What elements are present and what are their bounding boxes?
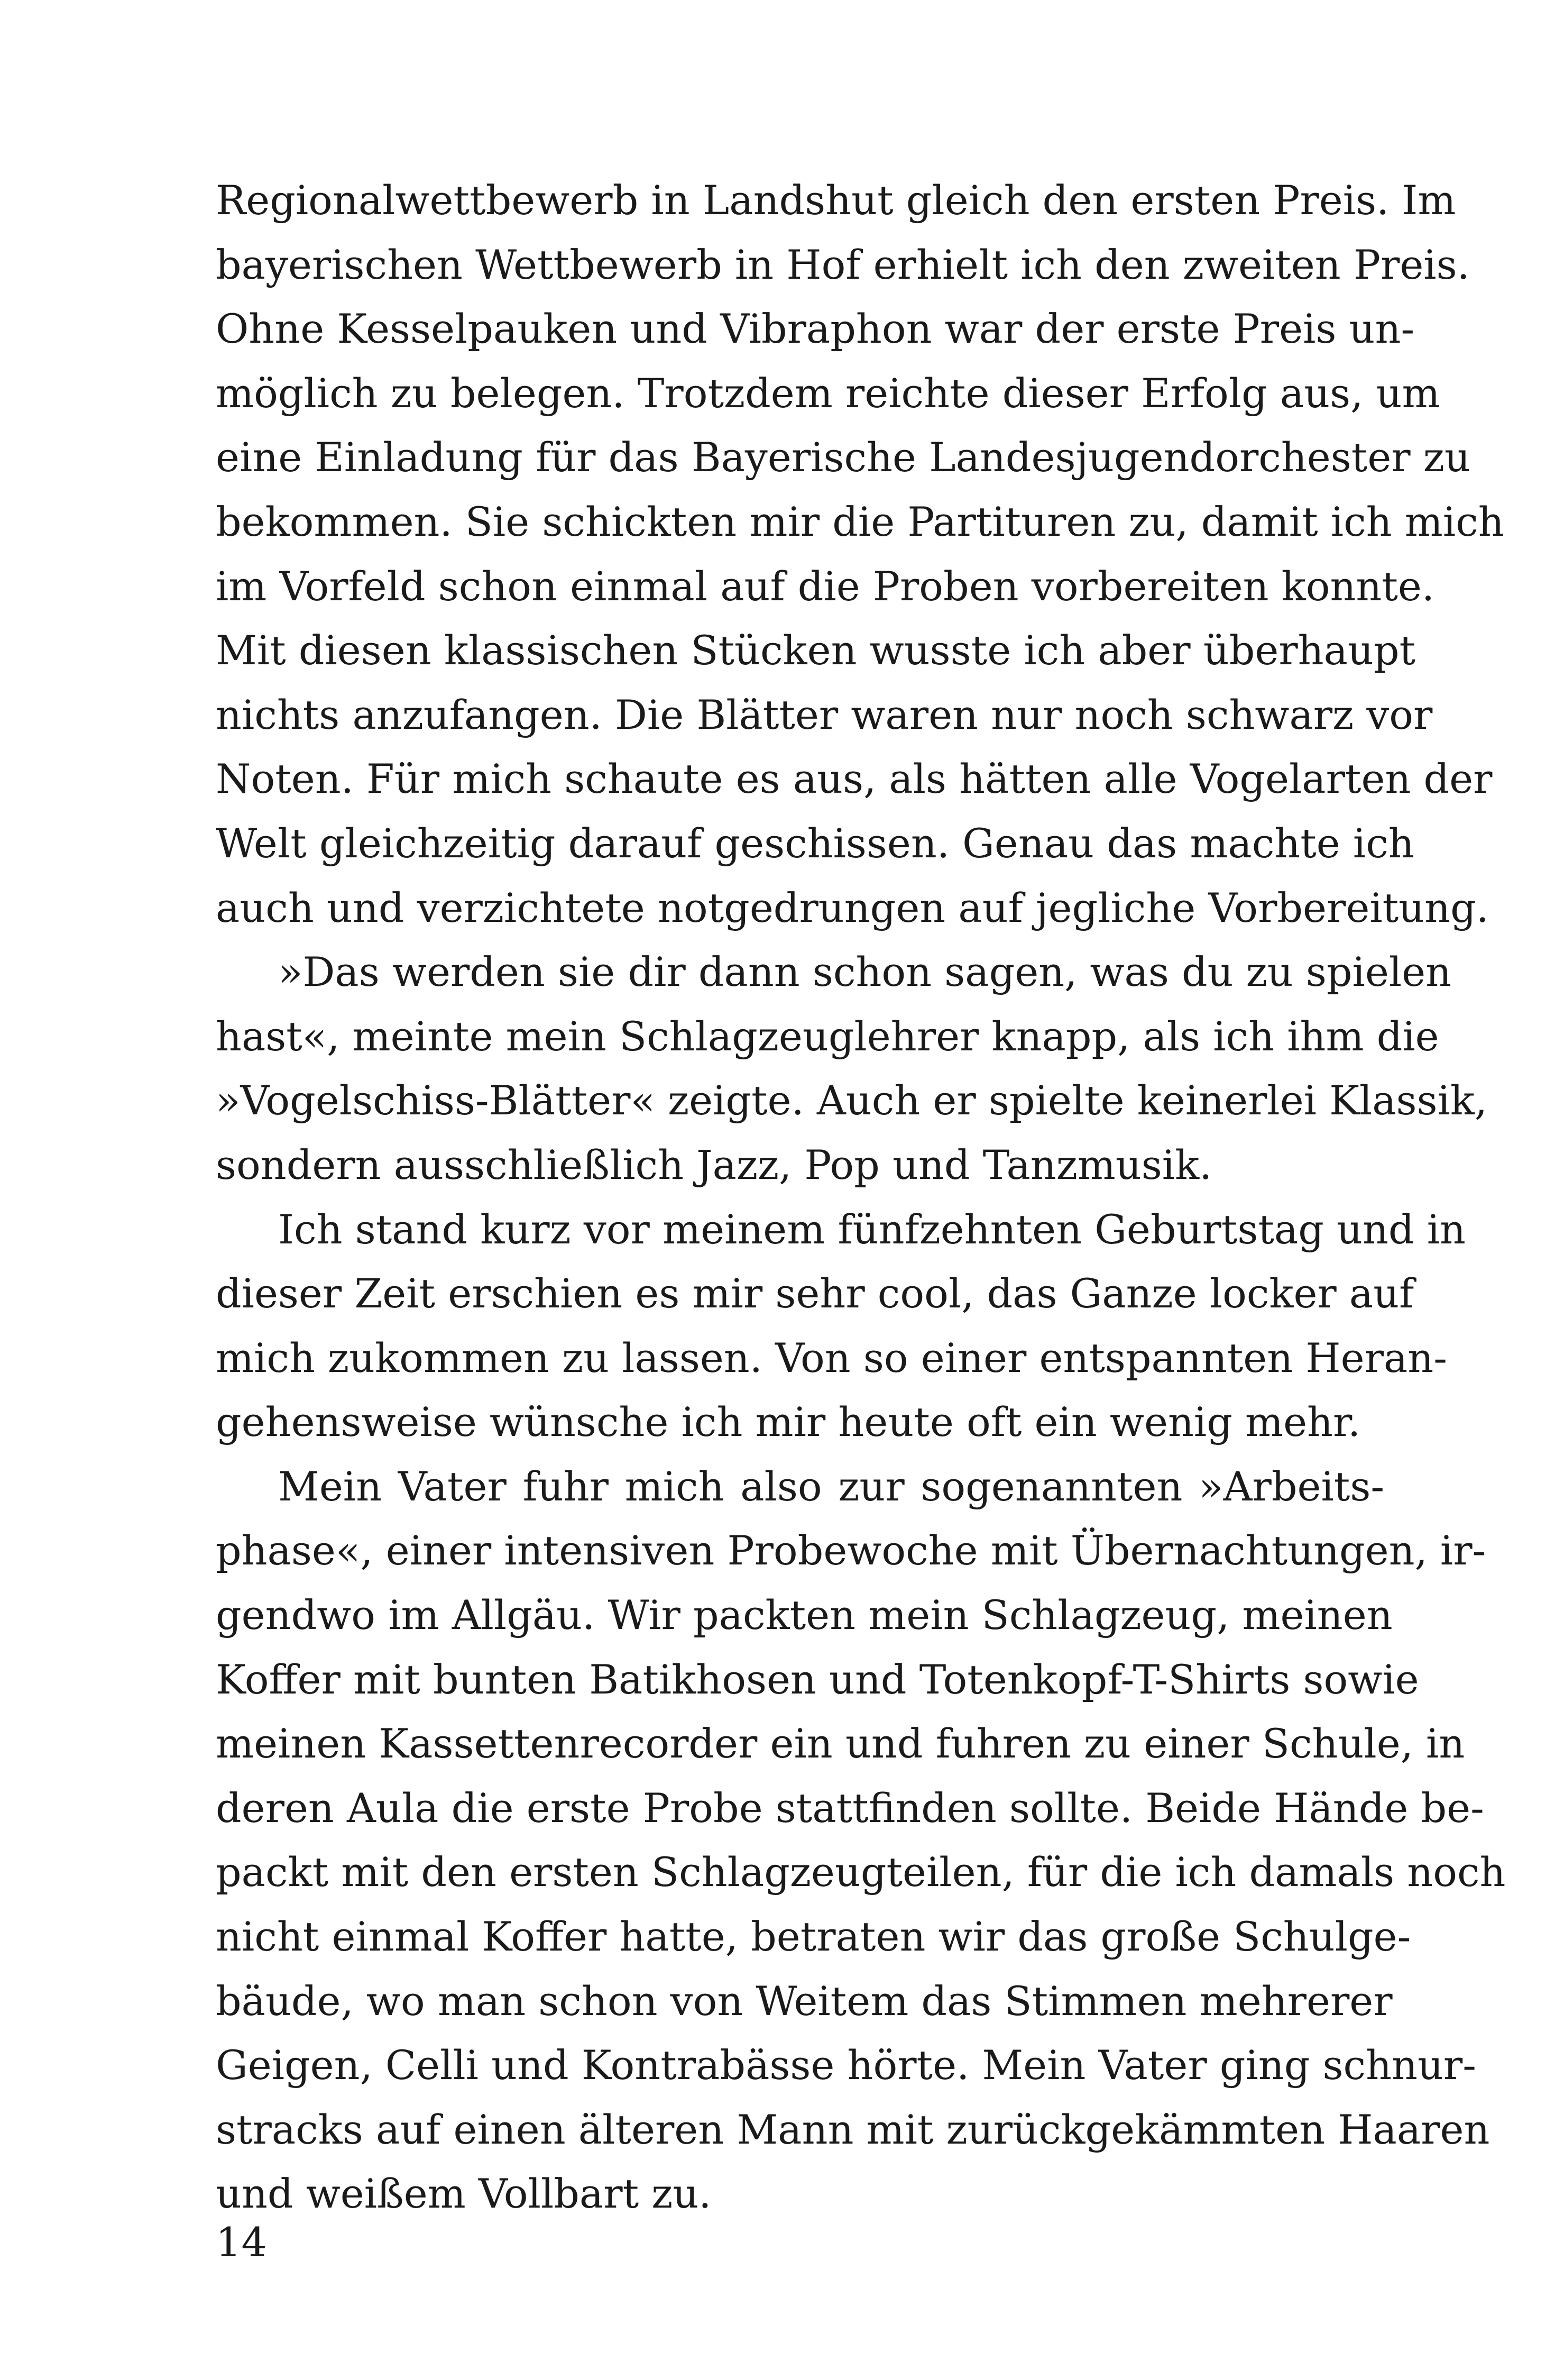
text-line: und weißem Vollbart zu.	[216, 2170, 712, 2218]
page-number: 14	[216, 2219, 267, 2266]
paragraph	[216, 940, 1488, 1197]
text-line: phase«, einer intensiven Probewoche mit Übernachtungen, ir-	[216, 1527, 1486, 1575]
text-line: sondern ausschließlich Jazz, Pop und Tanzmusik.	[216, 1141, 1212, 1188]
text-line: Geigen, Celli und Kontrabässe hörte. Mein Vater ging schnur-	[216, 2042, 1476, 2089]
text-line: nicht einmal Koffer hatte, betraten wir das große Schulge-	[216, 1913, 1411, 1961]
text-line: »Vogelschiss-Blätter« zeigte. Auch er spielte keinerlei Klassik,	[216, 1077, 1488, 1124]
text-line: Ich stand kurz vor meinem fünfzehnten Geburtstag und in	[278, 1205, 1466, 1253]
text-line: Mein Vater fuhr mich also zur sogenannten »Arbeits-	[278, 1462, 1384, 1510]
text-line: möglich zu belegen. Trotzdem reichte dieser Erfolg aus, um	[216, 369, 1440, 417]
text-line: bayerischen Wettbewerb in Hof erhielt ich den zweiten Preis.	[216, 241, 1470, 288]
text-line: auch und verzichtete notgedrungen auf jegliche Vorbereitung.	[216, 884, 1489, 931]
body-text	[216, 168, 1506, 2226]
paragraph	[216, 1197, 1466, 1454]
text-line: Ohne Kesselpauken und Vibraphon war der erste Preis un-	[216, 305, 1415, 353]
text-line: stracks auf einen älteren Mann mit zurückgekämmten Haaren	[216, 2106, 1490, 2153]
text-line: eine Einladung für das Bayerische Landesjugendorchester zu	[216, 434, 1470, 481]
paragraph	[216, 168, 1504, 940]
text-line: Koffer mit bunten Batikhosen und Totenkopf-T-Shirts sowie	[216, 1655, 1419, 1703]
text-line: Noten. Für mich schaute es aus, als hätten alle Vogelarten der	[216, 755, 1493, 803]
text-line: Welt gleichzeitig darauf geschissen. Genau das machte ich	[216, 819, 1414, 867]
text-line: bäude, wo man schon von Weitem das Stimmen mehrerer	[216, 1977, 1393, 2025]
text-line: »Das werden sie dir dann schon sagen, was du zu spielen	[278, 948, 1452, 996]
text-line: gehensweise wünsche ich mir heute oft ein wenig mehr.	[216, 1398, 1361, 1446]
text-line: gendwo im Allgäu. Wir packten mein Schlagzeug, meinen	[216, 1591, 1393, 1639]
text-line: hast«, meinte mein Schlagzeuglehrer knapp, als ich ihm die	[216, 1012, 1439, 1060]
text-line: Mit diesen klassischen Stücken wusste ich aber überhaupt	[216, 627, 1416, 674]
text-line: meinen Kassettenrecorder ein und fuhren zu einer Schule, in	[216, 1720, 1465, 1768]
paragraph	[216, 1454, 1506, 2226]
text-line: mich zukommen zu lassen. Von so einer entspannten Heran-	[216, 1334, 1447, 1381]
text-line: deren Aula die erste Probe stattfinden sollte. Beide Hände be-	[216, 1784, 1484, 1832]
text-line: bekommen. Sie schickten mir die Partituren zu, damit ich mich	[216, 498, 1504, 545]
text-line: packt mit den ersten Schlagzeugteilen, für die ich damals noch	[216, 1848, 1506, 1896]
text-line: im Vorfeld schon einmal auf die Proben vorbereiten konnte.	[216, 562, 1435, 610]
text-line: Regionalwettbewerb in Landshut gleich den ersten Preis. Im	[216, 177, 1456, 224]
text-line: dieser Zeit erschien es mir sehr cool, das Ganze locker auf	[216, 1270, 1414, 1317]
text-line: nichts anzufangen. Die Blätter waren nur noch schwarz vor	[216, 691, 1433, 738]
